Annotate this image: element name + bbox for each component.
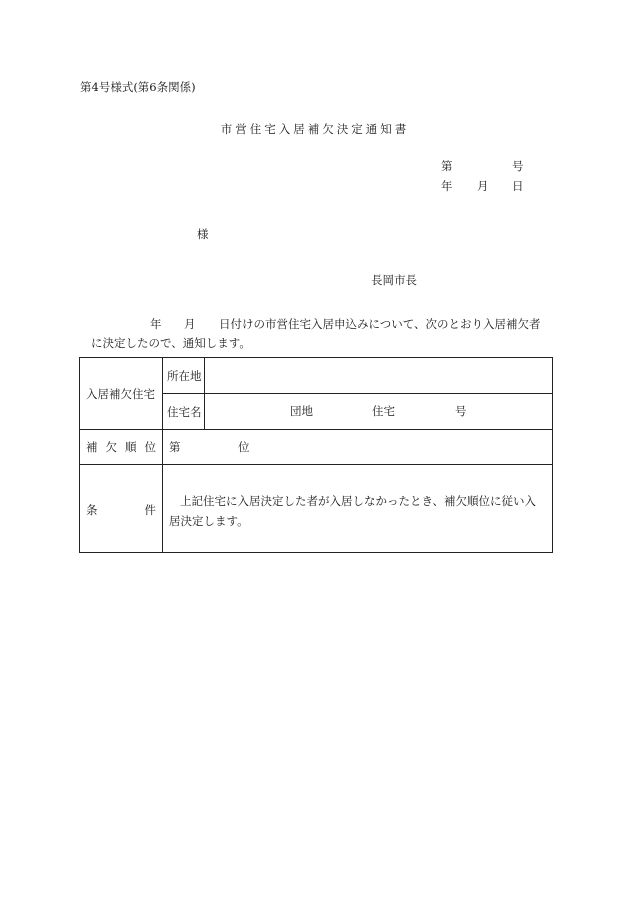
house-name-label: 住宅名 — [163, 394, 205, 430]
rank-label-char: 位 — [144, 440, 156, 454]
body-line2: に決定したので、通知します。 — [91, 336, 251, 350]
doc-number-prefix: 第 — [441, 159, 453, 173]
notice-table — [79, 357, 553, 553]
rank-label-char: 欠 — [105, 440, 117, 454]
rank-value — [163, 430, 553, 465]
form-label: 第4号様式(第6条関係) — [80, 80, 196, 94]
danchi-label: 団地 — [290, 404, 313, 418]
rank-suffix: 位 — [238, 440, 250, 454]
doc-number-suffix: 号 — [512, 159, 524, 173]
condition-label-char: 件 — [144, 503, 156, 517]
rank-label — [80, 430, 163, 465]
addressee-suffix: 様 — [197, 227, 209, 241]
date-month: 月 — [477, 179, 489, 193]
date-year: 年 — [441, 179, 453, 193]
condition-label — [80, 465, 163, 553]
sender-name: 長岡市長 — [371, 273, 417, 287]
housing-label: 入居補欠住宅 — [80, 358, 163, 430]
date-day: 日 — [512, 179, 524, 193]
location-value — [205, 358, 553, 394]
go-label: 号 — [455, 404, 467, 418]
condition-text: 上記住宅に入居決定した者が入居しなかったとき、補欠順位に従い入居決定します。 — [163, 465, 553, 553]
body-year: 年 — [150, 317, 162, 331]
rank-prefix: 第 — [169, 440, 181, 454]
rank-label-char: 補 — [86, 440, 98, 454]
body-line1: 日付けの市営住宅入居申込みについて、次のとおり入居補欠者 — [219, 317, 541, 331]
jutaku-label: 住宅 — [372, 404, 395, 418]
condition-label-char: 条 — [86, 503, 98, 517]
location-label: 所在地 — [163, 358, 205, 394]
body-month: 月 — [184, 317, 196, 331]
document-title: 市営住宅入居補欠決定通知書 — [220, 122, 410, 136]
rank-label-char: 順 — [125, 440, 137, 454]
house-name-value — [205, 394, 553, 430]
